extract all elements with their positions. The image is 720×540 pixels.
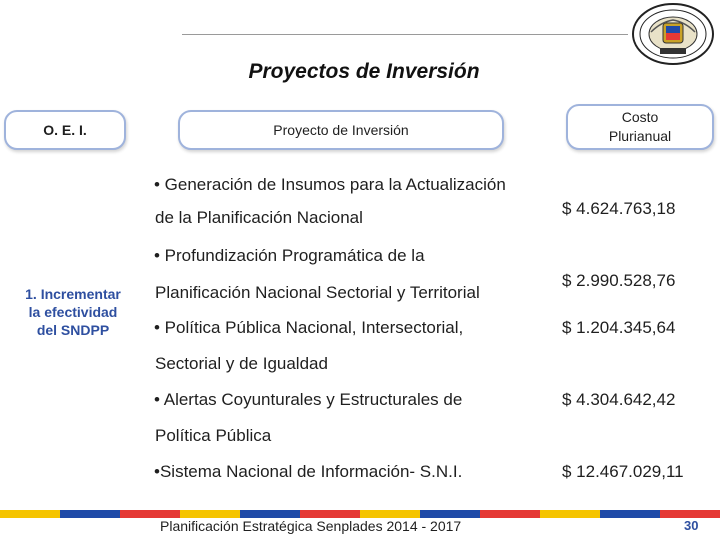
- footer-color-segment: [120, 510, 180, 518]
- cost-header-line1: Costo: [621, 109, 659, 125]
- institution-seal-icon: [630, 2, 716, 66]
- footer-color-segment: [240, 510, 300, 518]
- header-divider: [182, 34, 628, 35]
- objective-line3: del SNDPP: [36, 322, 110, 338]
- footer-color-segment: [60, 510, 120, 518]
- project-2-line2: Planificación Nacional Sectorial y Territorial: [155, 283, 480, 302]
- footer-color-segment: [660, 510, 720, 518]
- objective-line2: la efectividad: [28, 304, 118, 320]
- amount-2: $ 2.990.528,76: [562, 271, 676, 290]
- oei-header: [4, 110, 126, 150]
- footer-color-bar: [0, 510, 720, 518]
- project-1-line2: de la Planificación Nacional: [155, 208, 363, 227]
- objective-line1: 1. Incrementar: [25, 286, 121, 302]
- footer-text: Planificación Estratégica Senplades 2014 - 2017: [160, 518, 462, 534]
- footer-color-segment: [480, 510, 540, 518]
- project-2-line1: • Profundización Programática de la: [154, 246, 425, 265]
- project-3-line1: • Política Pública Nacional, Intersectorial,: [154, 318, 464, 337]
- project-4-line1: • Alertas Coyunturales y Estructurales de: [154, 390, 463, 409]
- oei-header-label: O. E. I.: [43, 121, 87, 138]
- project-1-line1: • Generación de Insumos para la Actualización: [154, 175, 506, 194]
- page-title: Proyectos de Inversión: [248, 60, 480, 83]
- footer-color-segment: [600, 510, 660, 518]
- footer-color-segment: [300, 510, 360, 518]
- strategic-objective: [16, 285, 130, 339]
- footer-color-segment: [360, 510, 420, 518]
- footer-color-segment: [420, 510, 480, 518]
- amount-1: $ 4.624.763,18: [562, 199, 676, 218]
- page-number: 30: [684, 518, 699, 533]
- amount-3: $ 1.204.345,64: [562, 318, 676, 337]
- amount-5: $ 12.467.029,11: [562, 462, 684, 481]
- cost-header-line2: Plurianual: [608, 128, 672, 144]
- project-header: [178, 110, 504, 150]
- cost-header: [566, 104, 714, 150]
- project-5-line1: •Sistema Nacional de Información- S.N.I.: [154, 462, 463, 481]
- project-3-line2: Sectorial y de Igualdad: [155, 354, 328, 373]
- footer-color-segment: [0, 510, 60, 518]
- amount-4: $ 4.304.642,42: [562, 390, 676, 409]
- footer-color-segment: [540, 510, 600, 518]
- project-4-line2: Política Pública: [155, 426, 272, 445]
- project-header-label: Proyecto de Inversión: [273, 121, 409, 138]
- footer-color-segment: [180, 510, 240, 518]
